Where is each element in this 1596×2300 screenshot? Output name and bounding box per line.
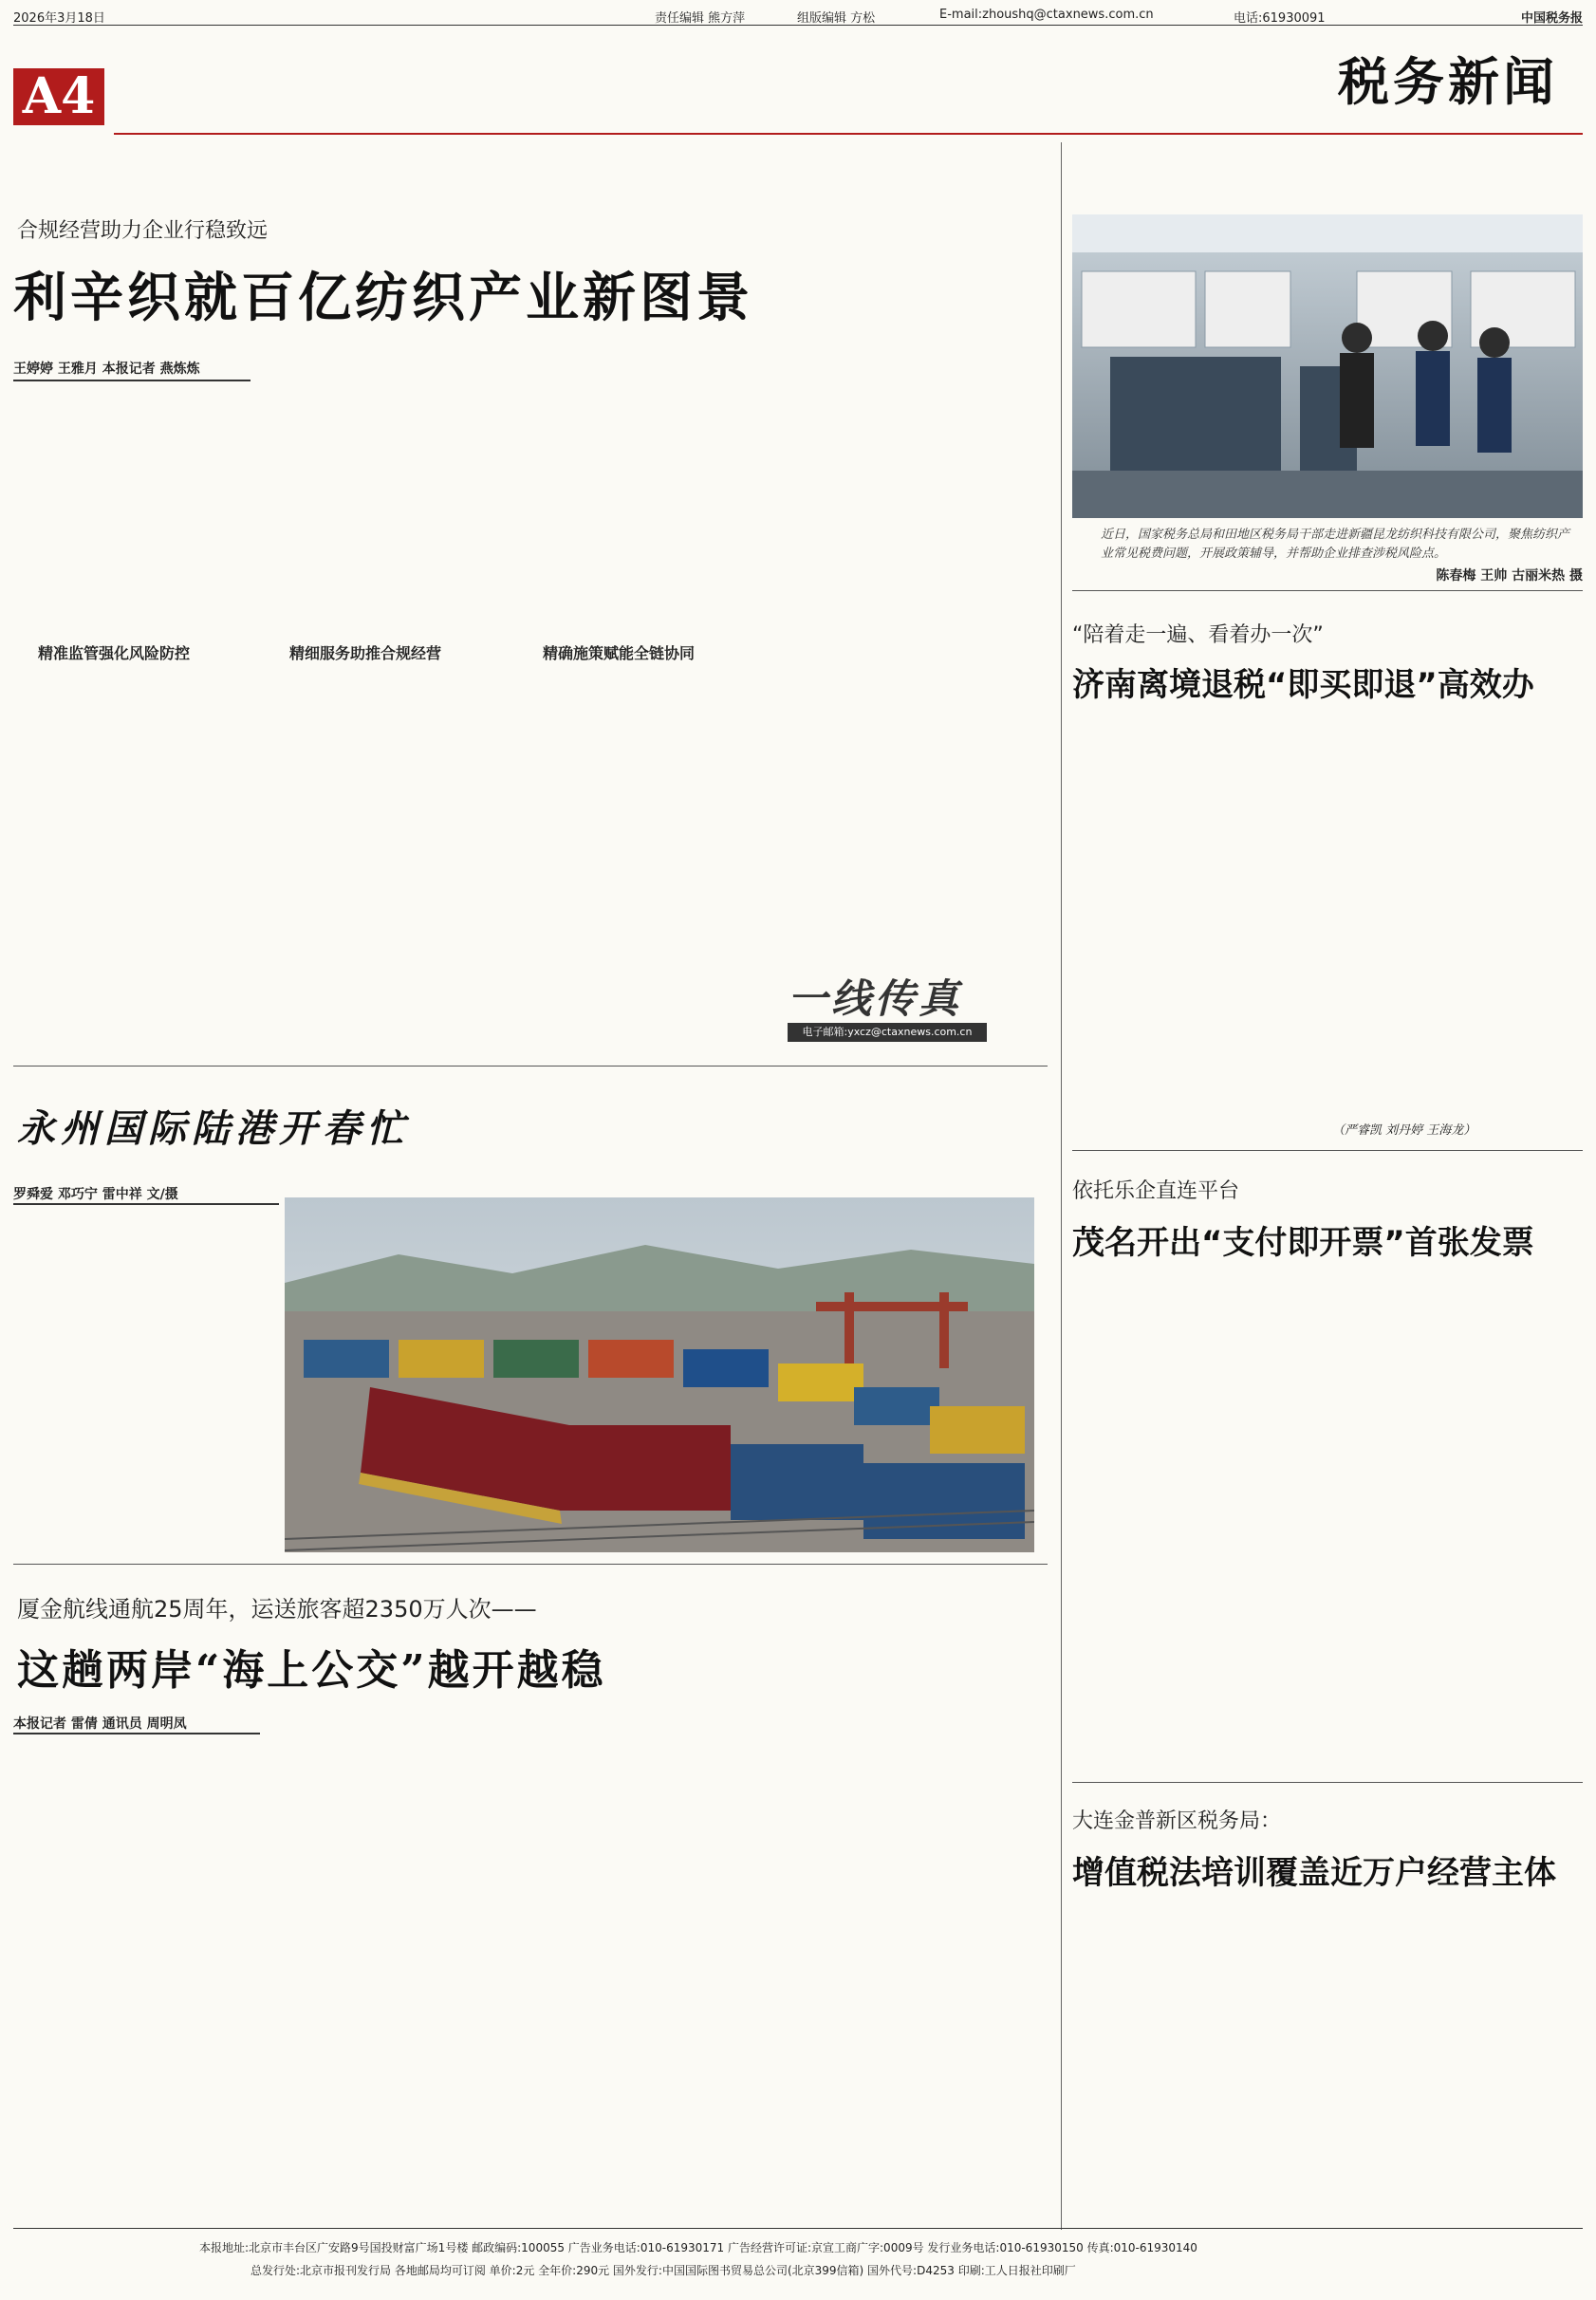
fax-label: 一线传真: [788, 975, 963, 1022]
lead-bottom-rule: [13, 1066, 1048, 1067]
issue-date: 2026年3月18日: [13, 11, 105, 26]
jinan-headline: 济南离境退税“即买即退”高效办: [1072, 666, 1534, 704]
photo1-caption: 近日，国家税务总局和田地区税务局干部走进新疆昆龙纺织科技有限公司，聚焦纺织产业常见税费问题，开展政策辅导，并帮助企业排查涉税风险点。: [1101, 528, 1570, 561]
yongzhou-bottom-rule: [13, 1564, 1048, 1565]
xiamen-col-3: [514, 1714, 753, 2215]
lead-subhead-2: 精细服务助推合规经营: [289, 644, 442, 662]
lead-col-4: [748, 389, 985, 977]
xiamen-byline-rule: [13, 1733, 260, 1734]
maoming-kicker: 依托乐企直连平台: [1072, 1179, 1240, 1203]
fax-email: 电子邮箱:yxcz@ctaxnews.com.cn: [788, 1023, 987, 1042]
responsible-editor: 责任编辑 熊方萍: [655, 11, 746, 26]
lead-byline: 王婷婷 王雅月 本报记者 燕炼炼: [13, 362, 200, 377]
photo1-rule: [1072, 590, 1583, 591]
xiamen-col-2: [264, 1714, 503, 2215]
xiamen-byline: 本报记者 雷倩 通讯员 周明凤: [13, 1716, 187, 1732]
xiamen-kicker: 厦金航线通航25周年，运送旅客超2350万人次——: [17, 1596, 537, 1623]
lead-subhead-3: 精确施策赋能全链协同: [543, 644, 696, 662]
lead-col-2: [258, 389, 495, 1063]
lead-col-3: [503, 389, 740, 1063]
lead-col-1: [13, 389, 251, 1063]
footer-line-2: 总发行处:北京市报刊发行局 各地邮局均可订阅 单价:2元 全年价:290元 国外发行:中国国际图书贸易总公司(北京399信箱) 国外代号:D4253 印刷:工人日报社印刷厂: [251, 2264, 1076, 2277]
xiamen-headline: 这趟两岸“海上公交”越开越稳: [17, 1646, 606, 1695]
yongzhou-byline-rule: [13, 1203, 279, 1205]
footer-line-1: 本报地址:北京市丰台区广安路9号国投财富广场1号楼 邮政编码:100055 广告业务电话:010-61930171 广告经营许可证:京宣工商广字:0009号 发行业务电话:010-61930150 传真:010-61930140: [199, 2241, 1197, 2254]
dalian-col-2: [1332, 1907, 1581, 2215]
page-number: A4: [13, 68, 104, 125]
byline-rule: [13, 380, 251, 381]
jinan-col-2: [1332, 721, 1581, 1120]
maoming-bottom-rule: [1072, 1782, 1583, 1783]
layout-editor: 组版编辑 方松: [797, 11, 876, 26]
newspaper-name: 中国税务报: [1520, 11, 1583, 26]
maoming-col-1: [1072, 1277, 1321, 1771]
maoming-headline: 茂名开出“支付即开票”首张发票: [1072, 1224, 1534, 1262]
photo-tax-officers-textile: [1072, 214, 1583, 518]
dalian-kicker: 大连金普新区税务局：: [1072, 1809, 1282, 1833]
jinan-kicker: “陪着走一遍、看着办一次”: [1072, 623, 1324, 647]
yongzhou-caption: [13, 1213, 277, 1535]
lead-headline: 利辛织就百亿纺织产业新图景: [13, 267, 753, 329]
dalian-col-1: [1072, 1907, 1321, 2215]
dalian-headline: 增值税法培训覆盖近万户经营主体: [1072, 1854, 1556, 1892]
right-column-divider: [1061, 142, 1062, 2230]
jinan-signature: （严睿凯 刘丹婷 王海龙）: [1332, 1123, 1476, 1138]
lead-subhead-1: 精准监管强化风险防控: [38, 644, 191, 662]
jinan-col-1: [1072, 721, 1321, 1139]
yongzhou-headline: 永州国际陆港开春忙: [17, 1106, 410, 1151]
xiamen-col-1: [13, 1740, 252, 2215]
editor-email: E-mail:zhoushq@ctaxnews.com.cn: [939, 8, 1154, 22]
photo-yongzhou-rail-port: [285, 1197, 1034, 1552]
jinan-bottom-rule: [1072, 1150, 1583, 1151]
photo1-credit: 陈春梅 王帅 古丽米热 摄: [1436, 568, 1583, 584]
header-rule: [13, 25, 1583, 26]
xiamen-col-4: [765, 1714, 1049, 2215]
editor-phone: 电话:61930091: [1234, 11, 1326, 26]
lead-kicker: 合规经营助力企业行稳致远: [17, 219, 269, 243]
yongzhou-byline: 罗舜爱 邓巧宁 雷中祥 文/摄: [13, 1187, 178, 1202]
section-title: 税务新闻: [1338, 51, 1558, 112]
maoming-col-2: [1332, 1277, 1581, 1771]
section-rule: [114, 133, 1583, 135]
footer-rule: [13, 2228, 1583, 2229]
